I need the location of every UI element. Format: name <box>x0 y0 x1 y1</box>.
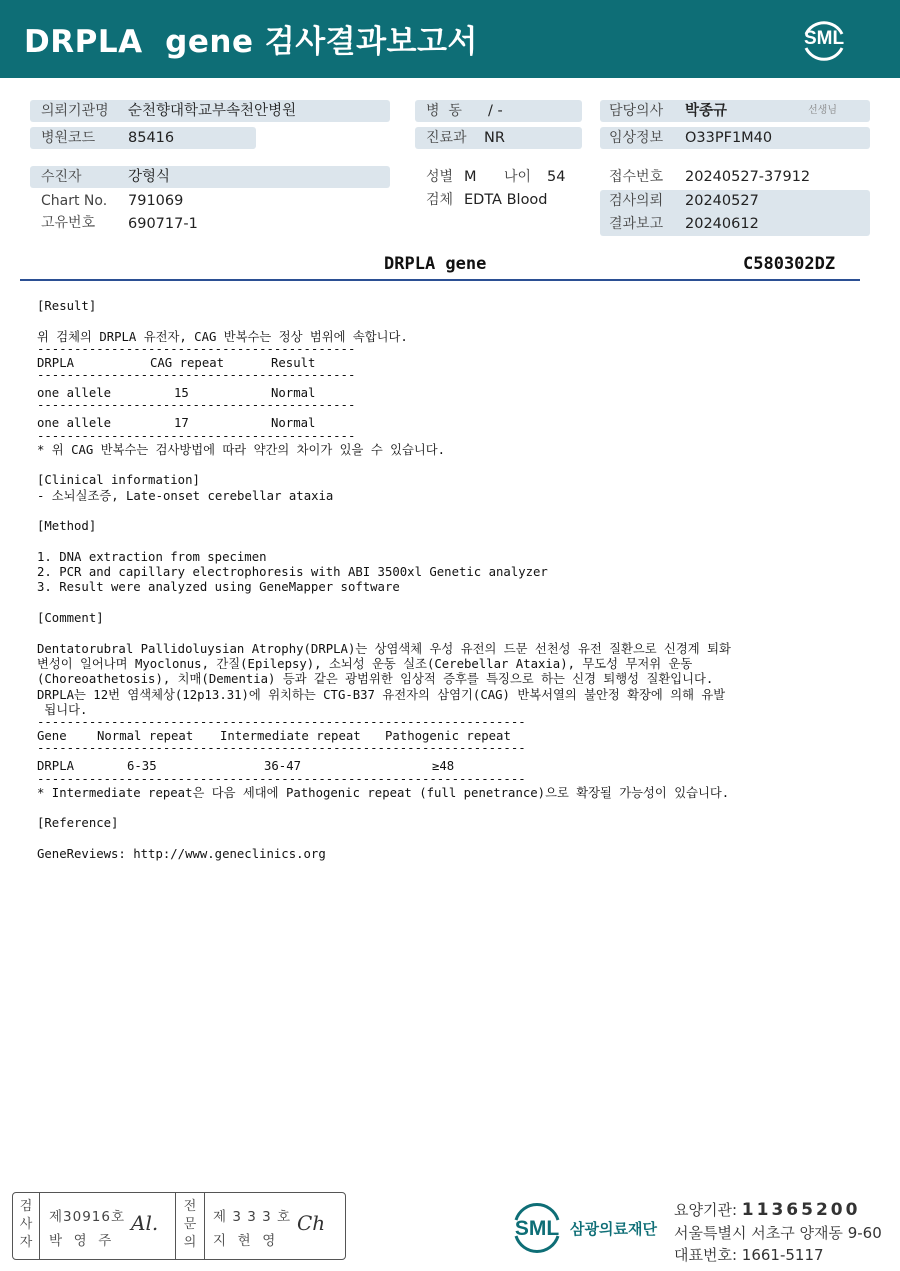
repeat-intermediate: 36-47 <box>264 759 302 774</box>
signature-box <box>12 1192 346 1260</box>
request-label: 검사의뢰 <box>609 193 664 209</box>
result-heading: [Result] <box>37 299 97 313</box>
repeat-col-intermediate: Intermediate repeat <box>220 729 361 744</box>
specialist-char: 문 <box>183 1217 197 1232</box>
repeat-pathogenic: ≥48 <box>432 759 455 774</box>
report-title: DRPLA gene 검사결과보고서 <box>24 24 478 60</box>
institution-label: 의뢰기관명 <box>41 103 109 119</box>
tester-name: 박 영 주 <box>49 1233 113 1249</box>
dash-line: ------------------------------------------------------------------ <box>37 744 526 756</box>
patient-label: 수진자 <box>41 169 82 185</box>
dash-line: ------------------------------------------------------------------ <box>37 718 526 730</box>
sex-value: M <box>464 169 477 185</box>
dash-line: ------------------------------------------- <box>37 344 356 356</box>
result-col-drpla: DRPLA <box>37 355 75 370</box>
result-text: 위 검체의 DRPLA 유전자, CAG 반복수는 정상 범위에 속합니다. <box>37 329 408 344</box>
allele-label: one allele <box>37 386 112 401</box>
org-logo-icon <box>508 1200 566 1254</box>
unique-label: 고유번호 <box>41 215 96 231</box>
tester-char: 사 <box>19 1217 33 1232</box>
allele-repeat: 15 <box>174 386 189 401</box>
chart-value: 791069 <box>128 193 184 209</box>
patient-row <box>30 166 390 188</box>
reference-heading: [Reference] <box>37 816 119 831</box>
report-date-label: 결과보고 <box>609 216 664 232</box>
method-item: 3. Result were analyzed using GeneMapper software <box>37 580 400 595</box>
org-address: 서울특별시 서초구 양재동 9-60 <box>674 1224 882 1242</box>
clinical-value: O33PF1M40 <box>685 130 773 146</box>
dept-value: NR <box>484 130 505 146</box>
result-table-header <box>37 356 867 371</box>
allele-label: one allele <box>37 416 112 431</box>
report-body <box>37 299 867 862</box>
specialist-char: 의 <box>183 1235 197 1250</box>
method-heading: [Method] <box>37 519 97 534</box>
test-code: C580302DZ <box>743 254 836 274</box>
specialist-title-cell <box>175 1193 205 1259</box>
clinical-heading: [Clinical information] <box>37 473 200 488</box>
specialist-name: 지 현 영 <box>213 1233 277 1249</box>
repeat-col-normal: Normal repeat <box>97 729 194 744</box>
repeat-normal: 6-35 <box>127 759 157 774</box>
test-name: DRPLA gene <box>384 254 487 274</box>
comment-line: 변성이 일어나며 Myoclonus, 간질(Epilepsy), 소뇌성 운동 실조(Cerebellar Ataxia), 무도성 무저위 운동 <box>37 656 693 671</box>
ward-label: 병 동 <box>426 103 462 119</box>
report-header <box>0 0 900 78</box>
report-date-value: 20240612 <box>685 216 759 232</box>
tester-char: 자 <box>19 1235 33 1250</box>
sml-logo-text: SML <box>803 28 845 49</box>
tester-license: 제30916호 <box>49 1209 126 1225</box>
org-code <box>674 1199 860 1220</box>
comment-line: 됩니다. <box>37 702 88 717</box>
comment-heading: [Comment] <box>37 611 104 626</box>
sml-logo <box>796 12 852 68</box>
patient-value: 강형식 <box>128 169 171 185</box>
hospital-code-value: 85416 <box>128 130 175 146</box>
receipt-value: 20240527-37912 <box>685 169 811 185</box>
dept-label: 진료과 <box>426 130 467 146</box>
result-col-cag: CAG repeat <box>150 355 225 370</box>
dash-line: ------------------------------------------- <box>37 401 356 413</box>
org-code-value: 11365200 <box>741 1200 861 1220</box>
clinical-text: - 소뇌실조증, Late-onset cerebellar ataxia <box>37 488 334 503</box>
unique-value: 690717-1 <box>128 216 198 232</box>
doctor-label: 담당의사 <box>609 103 664 119</box>
ward-value: / - <box>488 103 503 119</box>
hospital-code-label: 병원코드 <box>41 130 96 146</box>
tester-char: 검 <box>19 1199 33 1214</box>
comment-line: Dentatorubral Pallidoluysian Atrophy(DRPLA)는 상염색체 우성 유전의 드문 선천성 유전 질환으로 신경계 퇴화 <box>37 641 731 656</box>
method-item: 1. DNA extraction from specimen <box>37 549 267 564</box>
org-logo-text: SML <box>514 1217 560 1240</box>
repeat-col-gene: Gene <box>37 729 67 744</box>
method-item: 2. PCR and capillary electrophoresis with ABI 3500xl Genetic analyzer <box>37 565 548 580</box>
org-name: 삼광의료재단 <box>570 1220 657 1238</box>
table-row <box>37 416 867 431</box>
clinical-label: 임상정보 <box>609 130 664 146</box>
table-row <box>37 386 867 401</box>
allele-result: Normal <box>271 416 316 431</box>
specialist-char: 전 <box>183 1199 197 1214</box>
specimen-value: EDTA Blood <box>464 192 548 208</box>
org-code-label: 요양기관: <box>674 1201 738 1219</box>
sex-label: 성별 <box>426 169 454 185</box>
repeat-gene: DRPLA <box>37 759 75 774</box>
request-value: 20240527 <box>685 193 759 209</box>
receipt-label: 접수번호 <box>609 169 664 185</box>
org-phone <box>674 1244 824 1265</box>
tester-signature: Al. <box>131 1211 159 1235</box>
allele-result: Normal <box>271 386 316 401</box>
dash-line: ------------------------------------------------------------------ <box>37 774 526 786</box>
comment-line: DRPLA는 12번 염색체상(12p13.31)에 위치하는 CTG-B37 유전자의 삼염기(CAG) 반복서열의 불안정 확장에 의해 유발 <box>37 687 726 702</box>
specialist-license: 제 3 3 3 호 <box>213 1209 292 1225</box>
specimen-label: 검체 <box>426 192 454 208</box>
specialist-signature: Ch <box>297 1211 326 1235</box>
repeat-note: * Intermediate repeat은 다음 세대에 Pathogenic repeat (full penetrance)으로 확장될 가능성이 있습니다. <box>37 785 730 800</box>
reference-link: GeneReviews: http://www.geneclinics.org <box>37 846 326 861</box>
dash-line: ------------------------------------------- <box>37 371 356 383</box>
table-row <box>37 759 867 774</box>
allele-repeat: 17 <box>174 416 189 431</box>
dash-line: ------------------------------------------- <box>37 431 356 443</box>
result-note: * 위 CAG 반복수는 검사방법에 따라 약간의 차이가 있을 수 있습니다. <box>37 442 446 457</box>
tester-title-cell <box>13 1193 40 1259</box>
doctor-value: 박종규 <box>685 103 728 119</box>
chart-label: Chart No. <box>41 193 108 209</box>
doctor-suffix: 선생님 <box>808 105 837 116</box>
repeat-table-header <box>37 729 867 744</box>
age-value: 54 <box>547 169 566 185</box>
org-phone-value: 1661-5117 <box>741 1246 824 1264</box>
institution-value: 순천향대학교부속천안병원 <box>128 103 297 119</box>
section-divider <box>20 279 860 281</box>
repeat-col-pathogenic: Pathogenic repeat <box>385 729 511 744</box>
org-phone-label: 대표번호: <box>674 1246 738 1264</box>
age-label: 나이 <box>504 169 532 185</box>
comment-line: (Choreoathetosis), 치매(Dementia) 등과 같은 광범위한 임상적 증후를 특징으로 하는 신경 퇴행성 질환입니다. <box>37 672 714 687</box>
result-col-result: Result <box>271 355 316 370</box>
